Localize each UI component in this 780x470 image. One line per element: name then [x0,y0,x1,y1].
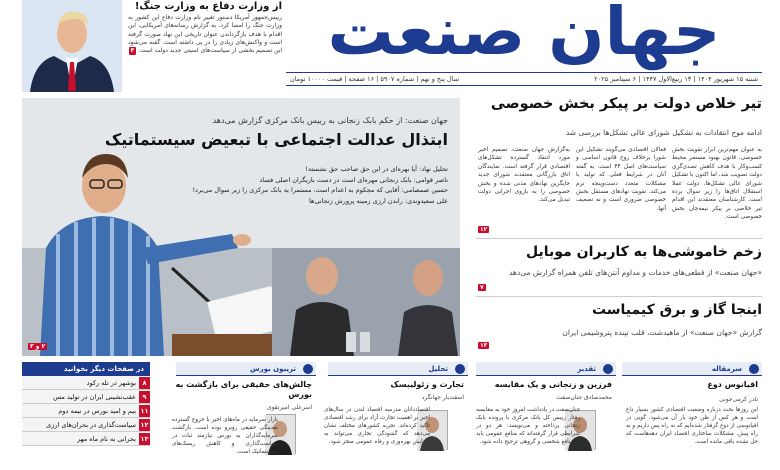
section-title[interactable]: تجارت و زئولیبسک [390,380,464,389]
right-headline-1[interactable]: تیر خلاص دولت بر پیکر بخش خصوصی [490,96,762,112]
teaser-photo[interactable] [22,0,122,92]
section-label-text: تقدیر [577,365,596,373]
bourse-tribune-section[interactable] [170,362,316,470]
section-label-text: تحلیل [428,365,448,373]
hero-line: حسین صمصامی: آقایی که مجکوم به اعدام است، مستمرا به بانک مرکزی را زیر سوال می‌برد! [192,186,448,194]
portrait-illustration [22,0,122,92]
dateline-left: سال پنج و نهم | شماره ۵۹۰۷ | ۱۶ صفحه | قیمت ۱۰۰۰۰ تومان [290,75,460,83]
right-headline-3[interactable]: اینجا گاز و برق کیمیاست [591,302,762,318]
index-item-label: بوشهر در تله رکود [86,379,136,387]
index-item[interactable] [22,432,150,446]
section-label [328,362,468,376]
hero-page-badge: ۲ و ۳ [30,343,46,350]
teaser-page-badge: ۴ [130,47,135,55]
section-author: محمدصادق جنان‌صفت [556,394,612,401]
section-author: اسفندیار جهانگرد [421,394,464,401]
index-page-number: ۸ [139,377,150,389]
section-body: این روزها بحث درباره وضعیت اقتصادی کشور بسیار داغ است و هر کس از ظن خود یار آن می‌شود. گویی در اقیانوسی از دوغ گرفتار شده‌ایم که نه راه پس داریم و نه راه پیش. مشکلات ساختاری اقتصاد ایران دهه‌هاست که حل نشده باقی مانده است. [626,407,758,445]
index-item-label: عقب‌نشینی ایران در تولید مس [53,393,136,401]
right-col-text-1: به عنوان مهم‌ترین ابزار تقویت بخش خصوصی، قانون بهبود مستمر محیط کسب‌وکار با هدف کاهش تصدی‌گری دولت تصویب شد، اما اکنون با تشکیل شورای عالی تشکل‌ها، دولت عملا استقلال اتاق‌ها را زیر سوال برده است. کارشناسان معتقدند این اقدام تیر خلاصی بر پیکر نیمه‌جان بخش خصوصی است. [672,147,762,221]
index-page-number: ۱۱ [140,407,149,415]
newspaper-logo[interactable]: جهان صنعت [327,0,721,70]
right-col-text-2: فعالان اقتصادی می‌گویند تشکیل این شورا برخلاف روح قانون اساسی و سیاست‌های اصل ۴۴ است. به گفته آنان در شرایط فعلی که تولید با مشکلات متعدد دست‌وپنجه نرم می‌کند، تقویت نهادهای مستقل بخش خصوصی ضروری است و نه تضعیف آنها. [576,147,666,212]
section-title[interactable]: اقیانوس دوغ [707,380,758,389]
editorial-section[interactable] [622,362,762,470]
section-label-text: سرمقاله [711,365,742,373]
hero-line: علی سعیدوندی: راندن ارزی زمینه پرورش زنجانی‌ها [309,196,448,205]
hero-line: تحلیل نهاد: آیا بهره‌ای در این حق صاحب حق نشسته! [305,165,448,173]
section-label [622,362,762,376]
section-label-text: تریبون بورس [250,365,296,373]
right-sub-2: «جهان صنعت» از قطعی‌های خدمات و مداوم آنتن‌های تلفن همراه گزارش می‌دهد [508,268,762,277]
index-item-label: بحرانی به نام ماه مهر [77,435,136,443]
index-item[interactable] [22,404,150,418]
right-page-badge-2: ۷ [480,284,484,291]
section-author: نادر کرمی‌جونی [719,396,758,403]
teaser-title[interactable]: از وزارت دفاع به وزارت جنگ! [134,1,282,12]
section-title[interactable]: چالش‌های حقیقی برای بازگشت به بورس [175,380,312,399]
hero-subheadlines [192,164,448,206]
teaser-body [128,14,282,55]
index-item-label: سیاست‌گذاری در بحران‌های ارزی [46,421,136,429]
section-icon [603,364,613,374]
index-item-label: بیم و امید بورس در نیمه دوم [58,407,136,415]
right-page-badge-3: ۱۳ [480,342,488,349]
index-page-number: ۱۲ [140,421,149,429]
hero-kicker: جهان صنعت: از حکم بابک زنجانی به رییس بانک مرکزی گزارش می‌دهد [212,116,448,125]
right-page-badge-1: ۱۲ [480,226,488,233]
section-icon [749,364,759,374]
hero-story[interactable] [22,98,460,356]
analysis-section[interactable] [322,362,468,470]
index-item[interactable] [22,418,150,432]
index-item[interactable] [22,390,150,404]
index-item[interactable] [22,376,150,390]
section-body: اقتصاددانان مدرسه اقتصاد لندن در سال‌های اخیر بر اهمیت تجارت آزاد برای رشد اقتصادی تاکید کرده‌اند. تجربه کشورهای مختلف نشان می‌دهد که گشودگی تجاری می‌تواند به افزایش بهره‌وری و رفاه عمومی منجر شود. [324,407,430,445]
right-col-text-3: به‌گزارش جهان صنعت، تصمیم اخیر مورد انتقاد گسترده تشکل‌های اقتصادی قرار گرفته است. نمایندگان اتاق بازرگانی معتقدند شورای جدید جایگزین نهادهای مدنی شده و بخش خصوصی را به بازوی اجرایی دولت تبدیل می‌کند. [478,147,570,204]
index-page-number: ۱۳ [140,435,149,443]
section-author: اسرعلی امیرتقوی [267,404,312,411]
section-body: جنان‌صفت در یادداشت امروز خود به مقایسه رفتار رییس کل بانک مرکزی با پرونده بابک زنجانی پرداخته و می‌نویسد: هر دو در شرایطی قرار گرفته‌اند که منافع عمومی باید بر منافع شخصی و گروهی ترجیح داده شود. [476,407,580,445]
section-icon [455,364,465,374]
appreciation-section[interactable] [474,362,616,470]
hero-line: ناصر قوامی: بابک زنجانی مهره‌ای است در دست بازیگران اصلی فساد [259,175,448,184]
right-headline-2[interactable]: زخم خاموشی‌ها به کاربران موبایل [526,244,762,260]
section-icon [303,364,313,374]
dateline-right: شنبه ۱۵ شهریور ۱۴۰۴ | ۱۳ ربیع‌الاول ۱۴۴۷ | ۶ سپتامبر ۲۰۲۵ [594,75,758,83]
hero-title[interactable]: ابتذال عدالت اجتماعی با تبعیض سیستماتیک [104,130,448,149]
other-pages-index [22,362,150,470]
teaser-body-text: رییس‌جمهور آمریکا دستور تغییر نام وزارت دفاع این کشور به وزارت جنگ را امضا کرد. به گزارش رسانه‌های آمریکایی، این اقدام با هدف بازگرداندن عنوان تاریخی این نهاد صورت گرفته است و واکنش‌های زیادی را در پی داشته است. گفته می‌شود این تصمیم بخشی از سیاست‌های امنیتی جدید دولت است. [128,14,282,55]
masthead [286,0,762,72]
index-title: در صفحات دیگر بخوانید [22,362,150,376]
right-sub-3: گزارش «جهان صنعت» از ماهیدشت، قلب تپنده پتروشیمی ایران [562,328,762,337]
index-page-number: ۹ [139,391,150,403]
dateline [286,72,762,86]
right-sub-1: ادامه موج انتقادات به تشکیل شورای عالی تشکل‌ها بررسی شد [565,128,762,137]
section-label [476,362,616,376]
section-label [176,362,316,376]
section-title[interactable]: فرزین و زنجانی و یک مقایسه [494,380,612,389]
section-body: بازار سرمایه در ماه‌های اخیر با خروج گسترده نقدینگی حقیقی روبرو بوده است. بازگشت سرمایه‌گذاران به بورس نیازمند ثبات در سیاست‌گذاری و کاهش ریسک‌های سیستماتیک است. [172,417,278,455]
divider [476,296,762,297]
divider [476,238,762,239]
